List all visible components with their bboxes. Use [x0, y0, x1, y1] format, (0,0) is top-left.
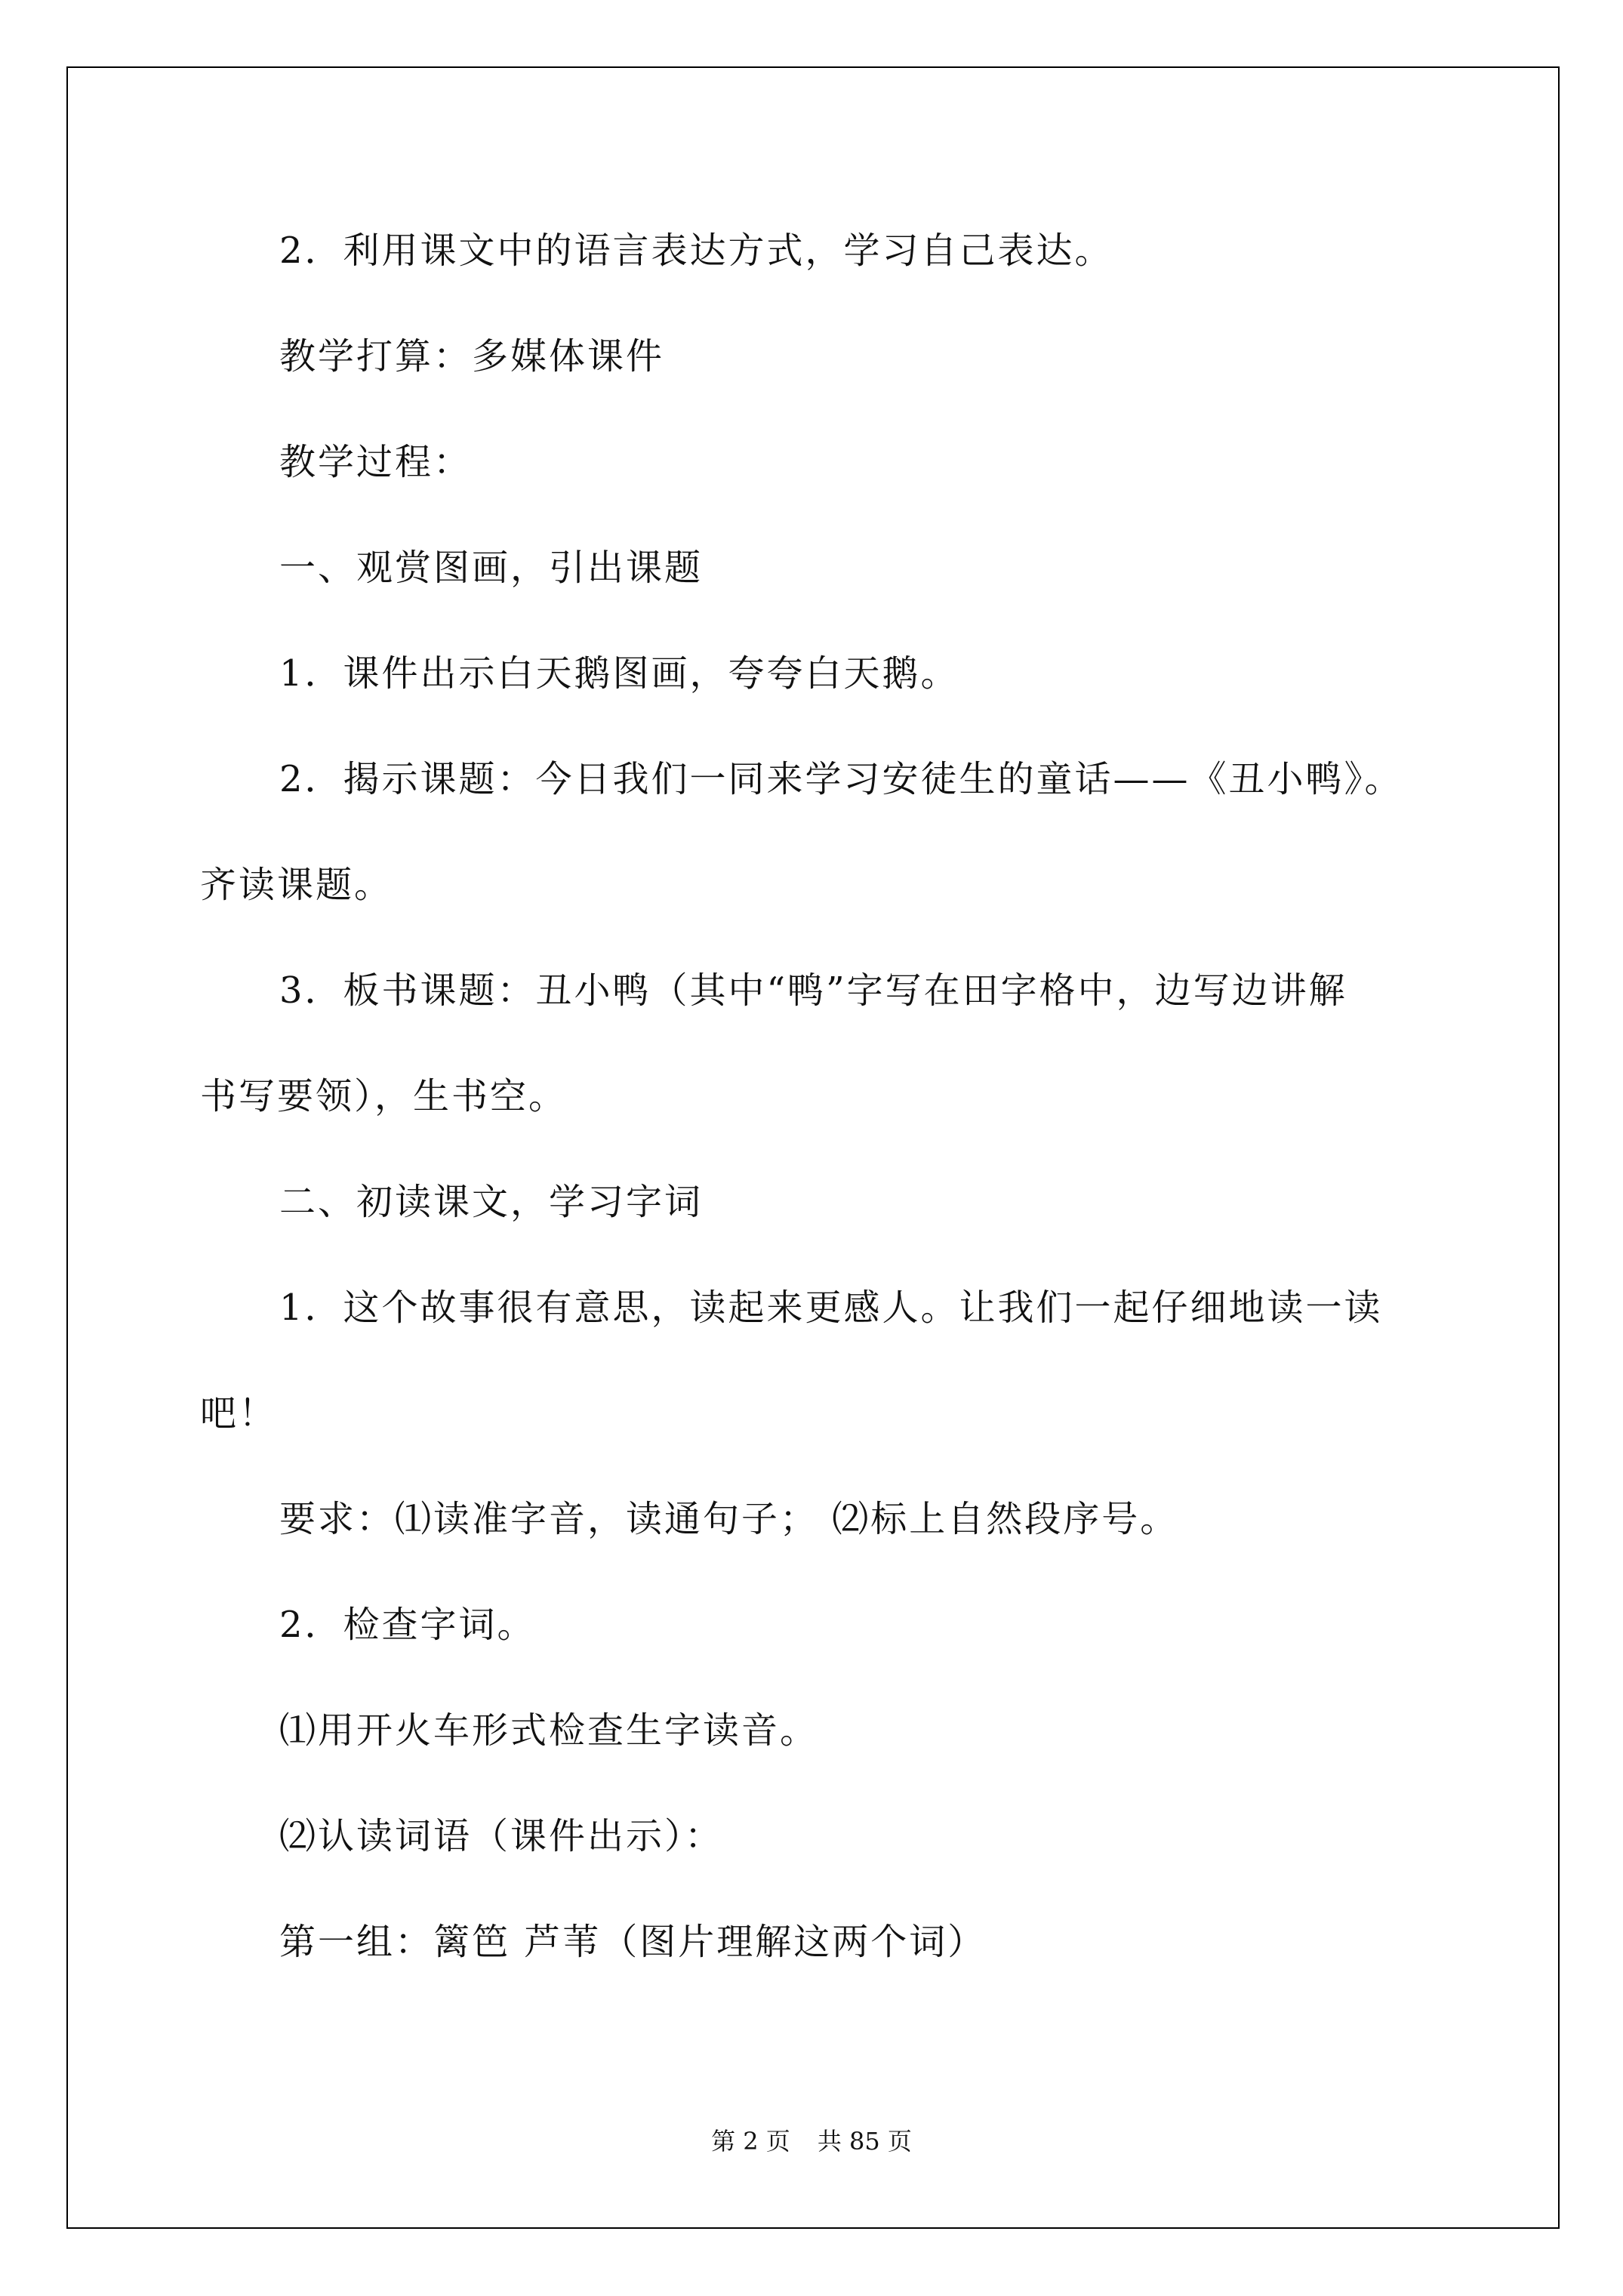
paragraph-line: 2．揭示课题：今日我们一同来学习安徒生的童话——《丑小鸭》。	[279, 758, 1403, 800]
paragraph-line: 2．检查字词。	[279, 1604, 536, 1646]
paragraph-line: 1．课件出示白天鹅图画，夸夸白天鹅。	[279, 652, 959, 695]
section-heading: 一、观赏图画，引出课题	[279, 547, 704, 589]
paragraph-line: 要求：⑴读准字音，读通句子； ⑵标上自然段序号。	[279, 1498, 1179, 1540]
paragraph-line: 3．板书课题：丑小鸭（其中“鸭”字写在田字格中，边写边讲解	[279, 969, 1347, 1012]
paragraph-line: ⑴用开火车形式检查生字读音。	[279, 1709, 819, 1752]
paragraph-line: 第一组：篱笆 芦苇（图片理解这两个词）	[279, 1921, 987, 1963]
paragraph-line: 吧！	[200, 1392, 278, 1435]
page-number: 第 2 页	[711, 2127, 790, 2156]
paragraph-line: 齐读课题。	[200, 864, 393, 906]
paragraph-line: 书写要领），生书空。	[200, 1075, 568, 1117]
paragraph-line: 教学打算：多媒体课件	[279, 335, 665, 378]
paragraph-line: 2．利用课文中的语言表达方式，学习自己表达。	[279, 230, 1113, 272]
section-heading: 二、初读课文，学习字词	[279, 1181, 704, 1223]
paragraph-line: ⑵认读词语（课件出示）：	[279, 1815, 724, 1857]
paragraph-line: 教学过程：	[279, 441, 473, 483]
paragraph-line: 1．这个故事很有意思，读起来更感人。让我们一起仔细地读一读	[279, 1287, 1383, 1329]
page-total: 共 85 页	[817, 2127, 912, 2156]
page-footer	[0, 2126, 1623, 2156]
